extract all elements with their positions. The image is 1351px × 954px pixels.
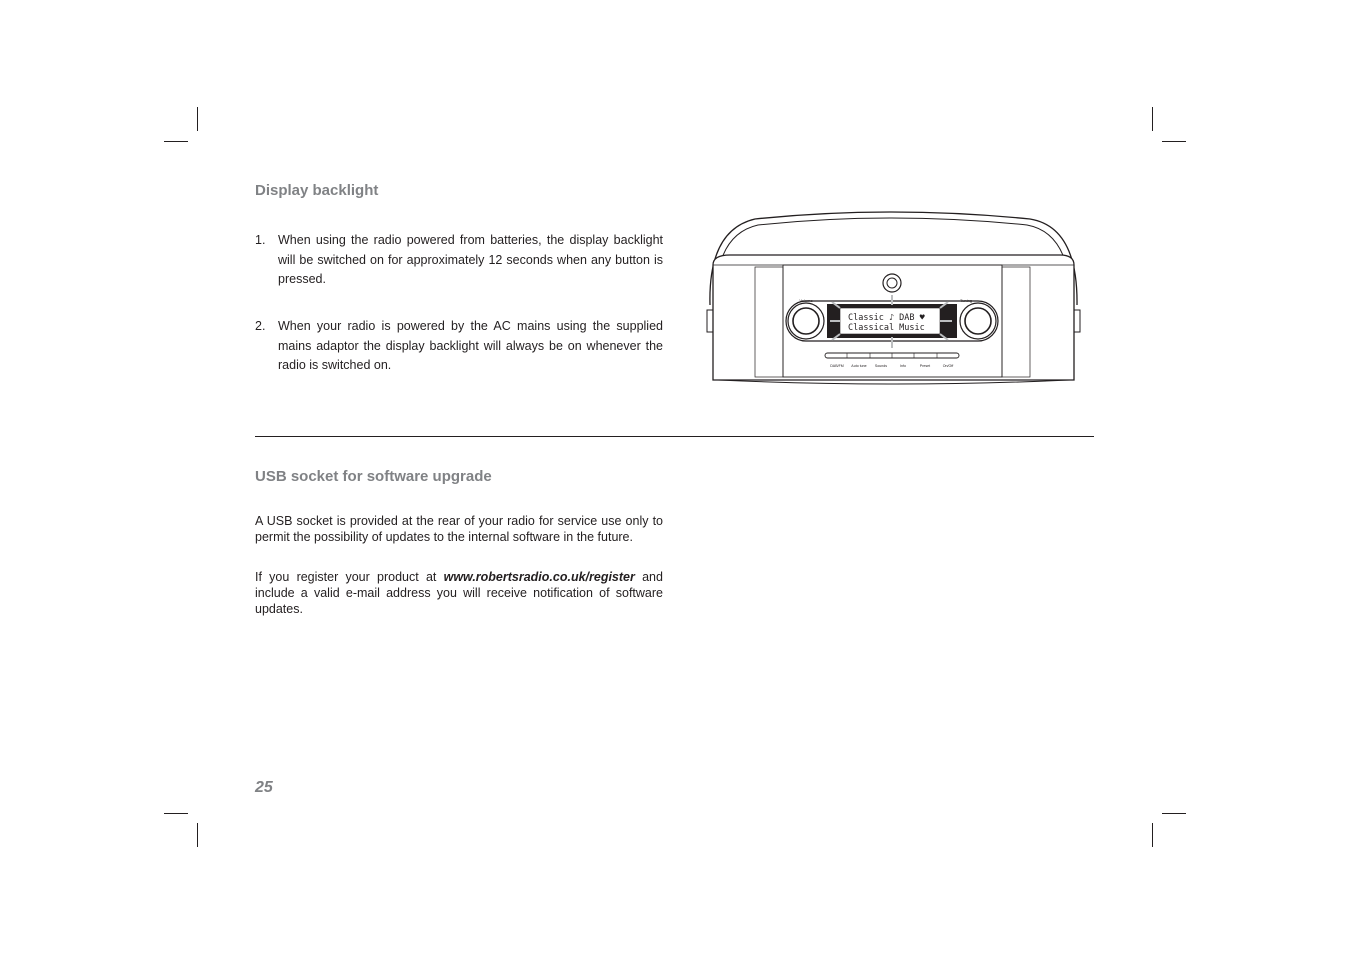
crop-mark	[1152, 823, 1153, 847]
volume-label: Volume	[799, 298, 813, 303]
button-label-on-off: On/Off	[942, 364, 954, 368]
register-link[interactable]: www.robertsradio.co.uk/register	[443, 570, 635, 584]
page-number: 25	[255, 779, 273, 796]
crop-mark	[197, 107, 198, 131]
button-label-sounds: Sounds	[874, 364, 888, 368]
button-label-preset: Preset	[919, 364, 931, 368]
display-line-2: Classical Music	[848, 323, 925, 333]
register-text-before: If you register your product at	[255, 570, 437, 584]
section-divider	[255, 436, 1094, 437]
display-line-1: Classic ♪ DAB ♥	[848, 313, 925, 323]
crop-mark	[164, 141, 188, 142]
crop-mark	[1162, 813, 1186, 814]
list-item-number: 2.	[255, 319, 266, 333]
list-item-text: When using the radio powered from batteries, the display backlight will be switched on for approximately 12 seconds when any button is pressed.	[278, 233, 663, 287]
usb-paragraph: A USB socket is provided at the rear of your radio for service use only to permit the possibility of updates to the internal software in the future.	[255, 514, 663, 544]
register-paragraph	[255, 570, 663, 617]
tuning-label: Tuning	[959, 298, 973, 303]
list-item-number: 1.	[255, 233, 266, 247]
register-text-after: and include a valid e-mail address you will receive notification of software updates.	[255, 570, 663, 616]
crop-mark	[197, 823, 198, 847]
crop-mark	[1162, 141, 1186, 142]
list-item-text: When your radio is powered by the AC mains using the supplied mains adaptor the display backlight will always be on whenever the radio is switched on.	[278, 319, 663, 373]
section-title-display-backlight: Display backlight	[255, 182, 379, 199]
radio-illustration	[700, 205, 1090, 390]
section-title-usb-socket: USB socket for software upgrade	[255, 468, 492, 485]
crop-mark	[1152, 107, 1153, 131]
button-label-info: Info	[900, 364, 906, 368]
button-label-auto-tune: Auto tune	[851, 364, 867, 368]
button-label-dab-fm: DAB/FM	[830, 364, 844, 368]
crop-mark	[164, 813, 188, 814]
